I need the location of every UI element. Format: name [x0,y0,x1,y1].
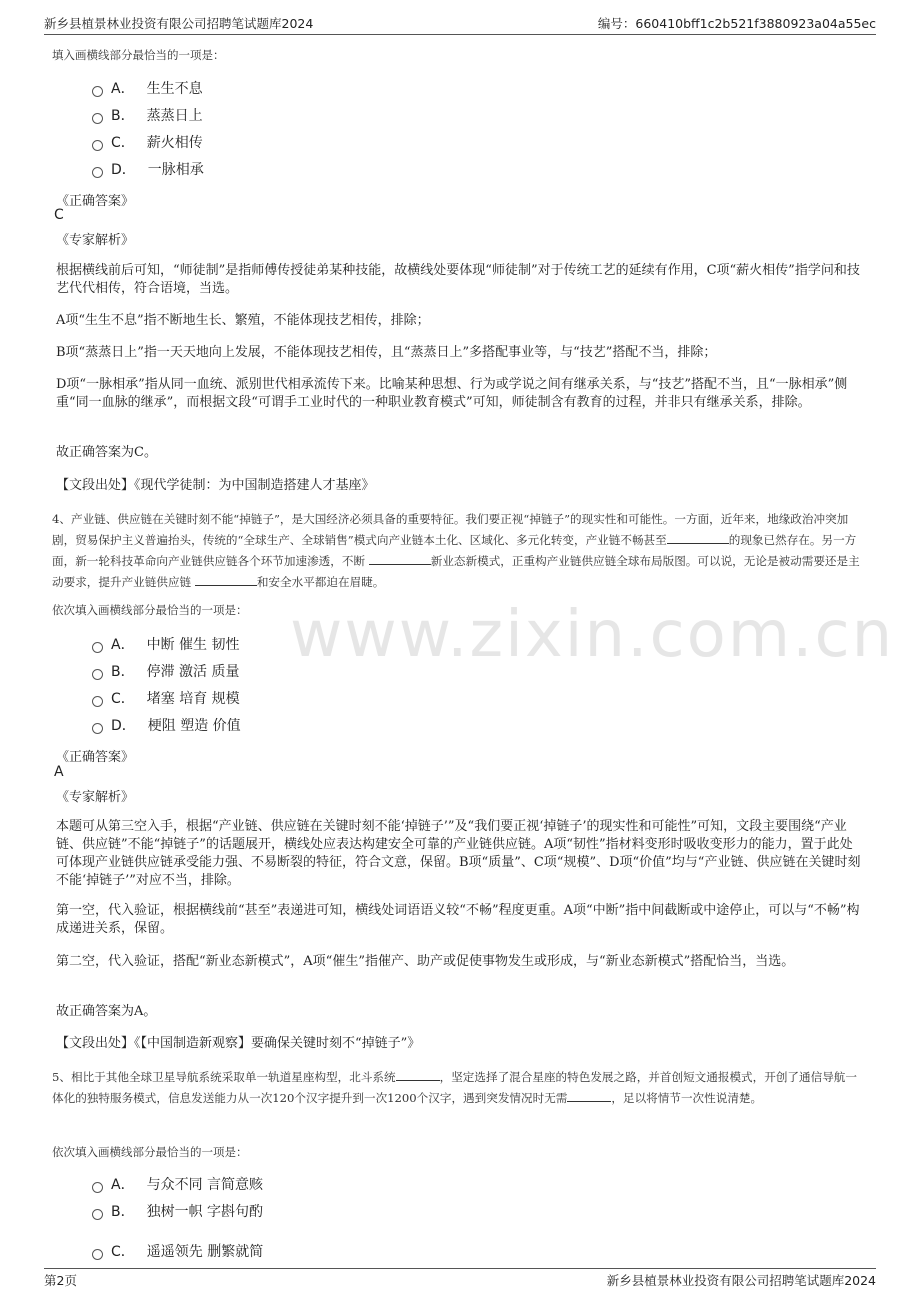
q4-option-a[interactable] [92,636,239,654]
radio-icon[interactable] [92,86,103,97]
option-letter: C． [111,691,135,707]
q4-analysis-paragraph: 本题可从第三空入手，根据“产业链、供应链在关键时刻不能‘掉链子’”及“我们要正视‘掉链子’的现实性和可能性”可知，文段主要围绕“产业链、供应链”不能“掉链子”的话题展开，横线处应表达构建安全可靠的产业链供应链。A项“韧性”指材料变形时吸收变形力的能力，置于此处可体现产业链供应链承受能力强、不易断裂的特征，符合文意，保留。B项“质量”、C项“规模”、D项“价值”均与“产业链、供应链在关键时刻不能‘掉链子’”对应不当，排除。 [56,819,861,888]
stem-text: 4、产业链、供应链在关键时刻不能“掉链子”，是大国经济必须具备的重要特征。我们要正视“掉链子”的现实性和可能性。一方面，近年来，地缘政治冲突加剧，贸易保护主义普遍抬头，传统的“全球生产、全球销售”模式向产业链本土化、区域化、多元化转变，产业链不畅甚至 [52,512,849,547]
option-letter: B． [111,108,135,124]
stem-text: ，坚定选择了混合星座的特色发展之路，并首创短文通报模式，开创了通信导航一体化的独特服务模式，信息发送能力从一次120个汉字提升到一次1200个汉字，遇到突发情况时无需 [52,1070,857,1105]
option-text: 一脉相承 [147,162,204,178]
blank-line [567,1090,611,1102]
q4-source: 【文段出处】《【中国制造新观察】要确保关键时刻不“掉链子”》 [56,1036,421,1051]
q4-analysis-label: 《专家解析》 [56,790,135,805]
option-text: 梗阻 塑造 价值 [147,718,241,734]
option-text: 停滞 激活 质量 [146,664,240,680]
option-text: 遥遥领先 删繁就简 [146,1244,264,1260]
q3-analysis-paragraph: A项“生生不息”指不断地生长、繁殖，不能体现技艺相传，排除； [56,313,430,328]
q4-answer-label: 《正确答案》 [56,750,135,765]
option-text: 生生不息 [146,81,203,97]
radio-icon[interactable] [92,167,103,178]
q3-analysis-label: 《专家解析》 [56,233,135,248]
blank-line [396,1069,440,1081]
option-text: 独树一帜 字斟句酌 [146,1204,264,1220]
q3-answer-label: 《正确答案》 [56,194,135,209]
q3-analysis-paragraph: D项“一脉相承”指从同一血统、派别世代相承流传下来。比喻某种思想、行为或学说之间有继承关系，与“技艺”搭配不当，且“一脉相承”侧重“同一血脉的继承”，而根据文段“可谓手工业时代的一种职业教育模式”可知，师徒制含有教育的过程，并非只有继承关系，排除。 [56,377,848,410]
q4-option-d[interactable] [92,717,241,735]
stem-text: ，足以将情节一次性说清楚。 [611,1091,763,1105]
blank-line [195,574,257,586]
stem-text: 5、相比于其他全球卫星导航系统采取单一轨道星座构型，北斗系统 [52,1070,396,1084]
stem-text: 的现象已然存在。另一方面，新一轮科技革命向产业链供应链各个环节加速渗透，不断 [52,533,857,568]
q4-analysis-paragraph: 第二空，代入验证，搭配“新业态新模式”，A项“催生”指催产、助产或促使事物发生或形成，与“新业态新模式”搭配恰当，当选。 [56,954,795,969]
header-code: 编号：660410bff1c2b521f3880923a04a55ec [597,16,876,31]
q3-answer: C [54,207,64,223]
option-letter: C． [111,1244,135,1260]
q5-option-a[interactable] [92,1176,263,1194]
option-letter: D． [111,162,136,178]
page-footer [44,1268,876,1291]
radio-icon[interactable] [92,669,103,680]
radio-icon[interactable] [92,642,103,653]
radio-icon[interactable] [92,1249,103,1260]
blank-line [667,532,729,544]
option-letter: B． [111,664,135,680]
q5-option-c[interactable] [92,1243,263,1261]
option-letter: B． [111,1204,135,1220]
page-number: 第2页 [44,1273,77,1288]
q5-option-b[interactable] [92,1203,263,1221]
q3-option-a[interactable] [92,80,203,98]
q4-analysis-paragraph: 故正确答案为A。 [56,1004,157,1019]
option-text: 堵塞 培育 规模 [146,691,240,707]
q3-prompt: 填入画横线部分最恰当的一项是： [52,48,225,62]
stem-text: 新业态新模式，正重构产业链供应链全球布局版图。可以说，无论是被动需要还是主动要求，提升产业链供应链 [52,554,860,589]
q3-option-b[interactable] [92,107,203,125]
watermark: www.zixin.com.cn [290,598,895,672]
radio-icon[interactable] [92,113,103,124]
q3-analysis-paragraph: 根据横线前后可知，“师徒制”是指师傅传授徒弟某种技能，故横线处要体现“师徒制”对于传统工艺的延续有作用，C项“薪火相传”指学问和技艺代代相传，符合语境，当选。 [56,263,860,296]
q4-option-c[interactable] [92,690,240,708]
q5-prompt: 依次填入画横线部分最恰当的一项是： [52,1145,248,1159]
q4-option-b[interactable] [92,663,240,681]
blank-line [369,553,431,565]
q3-analysis-paragraph: B项“蒸蒸日上”指一天天地向上发展，不能体现技艺相传，且“蒸蒸日上”多搭配事业等，与“技艺”搭配不当，排除； [56,345,717,360]
option-text: 中断 催生 韧性 [146,637,240,653]
q4-prompt: 依次填入画横线部分最恰当的一项是： [52,603,248,617]
q3-option-c[interactable] [92,134,203,152]
option-text: 薪火相传 [146,135,203,151]
option-letter: A． [111,1177,135,1193]
stem-text: 和安全水平都迫在眉睫。 [256,575,385,589]
option-letter: A． [111,637,135,653]
footer-title: 新乡县植景林业投资有限公司招聘笔试题库2024 [606,1273,876,1288]
radio-icon[interactable] [92,1182,103,1193]
radio-icon[interactable] [92,1209,103,1220]
radio-icon[interactable] [92,140,103,151]
radio-icon[interactable] [92,723,103,734]
q3-source: 【文段出处】《现代学徒制：为中国制造搭建人才基座》 [56,478,375,493]
radio-icon[interactable] [92,696,103,707]
q4-analysis-paragraph: 第一空，代入验证，根据横线前“甚至”表递进可知，横线处词语语义较“不畅”程度更重。A项“中断”指中间截断或中途停止，可以与“不畅”构成递进关系，保留。 [56,903,860,936]
q5-stem [52,1067,866,1109]
option-letter: A． [111,81,135,97]
option-letter: C． [111,135,135,151]
header-title: 新乡县植景林业投资有限公司招聘笔试题库2024 [44,16,314,31]
q4-answer: A [54,764,64,780]
option-text: 与众不同 言简意赅 [146,1177,264,1193]
q3-option-d[interactable] [92,161,204,179]
q3-analysis-paragraph: 故正确答案为C。 [56,445,157,460]
q4-stem [52,509,866,593]
option-text: 蒸蒸日上 [146,108,203,124]
option-letter: D． [111,718,136,734]
